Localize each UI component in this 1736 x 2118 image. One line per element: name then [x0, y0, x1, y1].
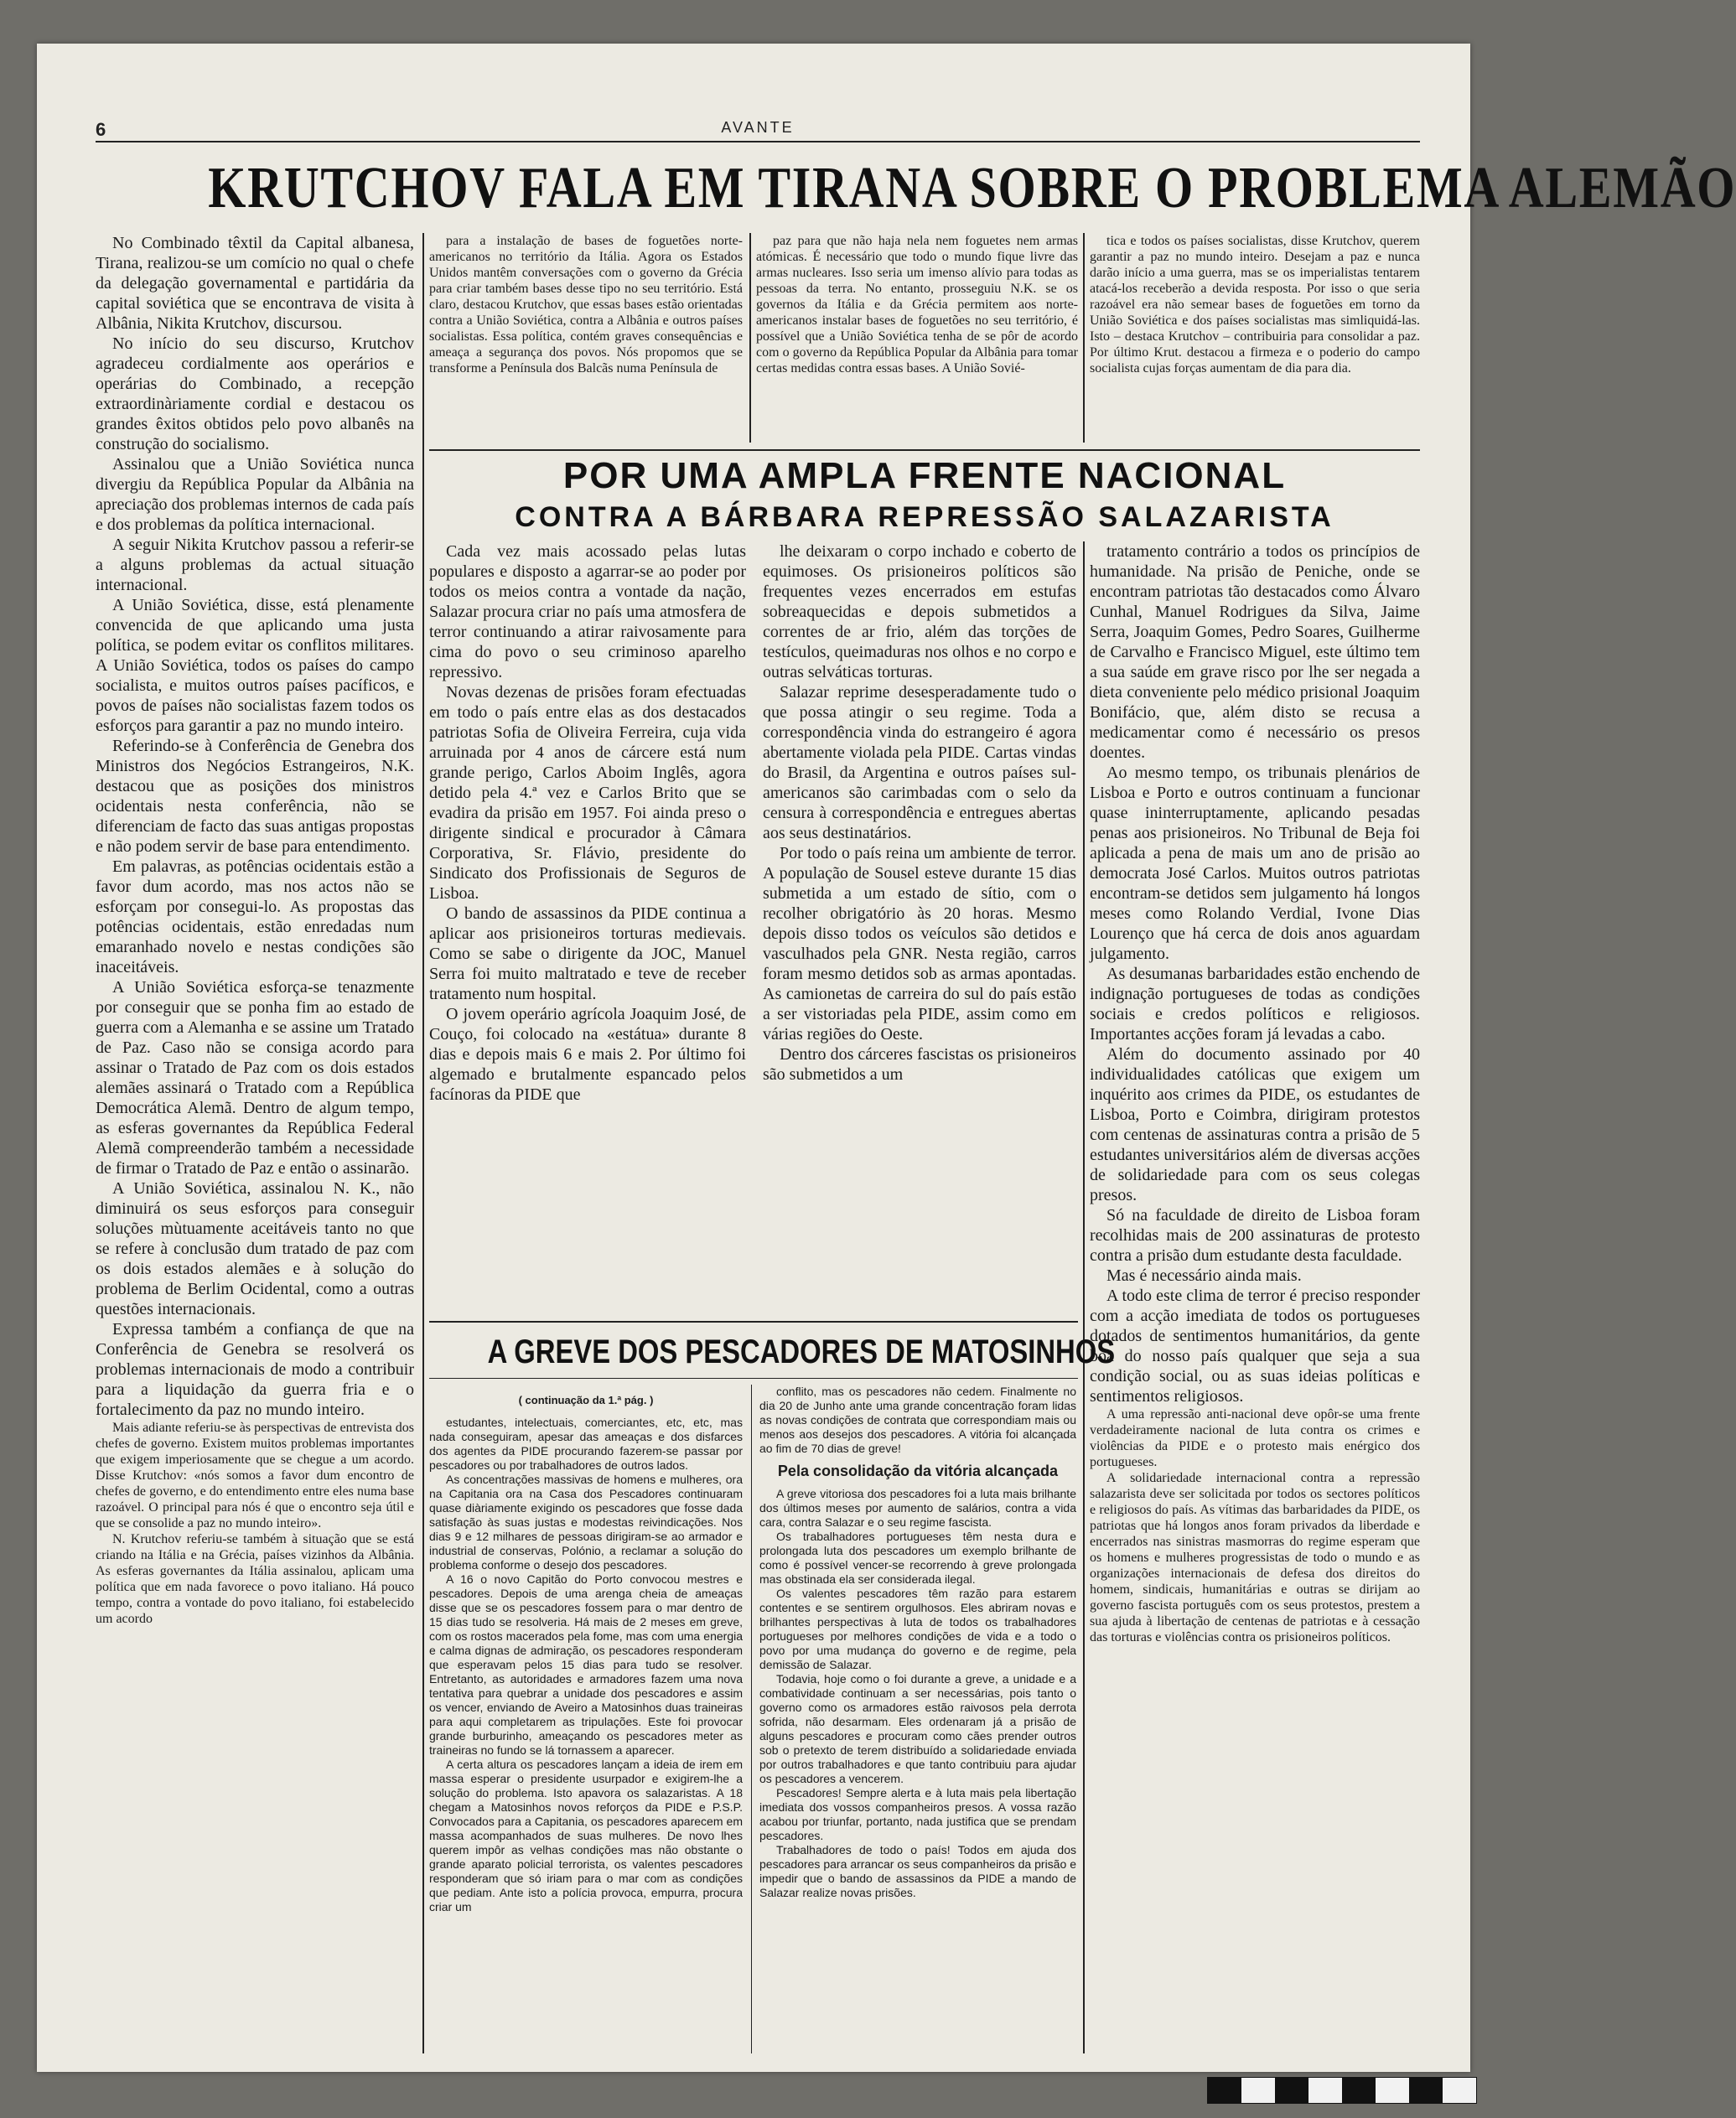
section-rule [429, 1321, 1078, 1323]
frente-paragraph: Além do documento assinado por 40 individualidades católicas que exigem um inquérito aos crimes da PIDE, os estudantes de Lisboa, Porto e Coimbra, dirigiram protestos com centenas de assinaturas contra a prisão de 5 estudantes universitários além de diversas acções de solidariedade para com os seus colegas presos. [1090, 1045, 1420, 1204]
greve-paragraph: Os trabalhadores portugueses têm nesta dura e prolongada luta dos pescadores um exemplo brilhante de como é possível vencer-se recorrendo à greve prolongada mas obstinada ela ser considerada ilegal. [759, 1530, 1076, 1586]
column-rule [1083, 233, 1085, 443]
frente-paragraph: Só na faculdade de direito de Lisboa foram recolhidas mais de 200 assinaturas de protesto contra a prisão dum estudante desta faculdade. [1090, 1206, 1420, 1265]
krutchov-column-4 [1090, 233, 1420, 443]
frente-paragraph: A solidariedade internacional contra a repressão salazarista deve ser solicitada por todos os sectores políticos e religiosos do país. As vítimas das barbaridades da PIDE, os patriotas que há longos anos foram privados da liberdade e encerrados nas sinistras masmorras do regime esperam que os homens e mulheres progressistas de todo o mundo e as organizações internacionais de defesa dos direitos do homem, sindicais, humanitárias e outras se dirijam ao governo fascista português com os seus protestos, prestem a sua ajuda à libertação de centenas de patriotas e à cessação das torturas e violências contra os prisioneiros políticos. [1090, 1471, 1420, 1644]
greve-paragraph: Pescadores! Sempre alerta e à luta mais pela libertação imediata dos vossos companheiros presos. A vossa razão acabou por triunfar, portanto, nada justifica que se prendam pescadores. [759, 1786, 1076, 1842]
frente-paragraph: A todo este clima de terror é preciso responder com a acção imediata de todos os portugueses dotados de sentimentos humanitários, da gente boa do nosso país qualquer que seja a sua condição social, ou as suas ideias políticas e sentimentos religiosos. [1090, 1287, 1420, 1406]
frente-paragraph: tratamento contrário a todos os princípios de humanidade. Na prisão de Peniche, onde se encontram patriotas tão destacados como Álvaro Cunhal, Manuel Rodrigues da Silva, Jaime Serra, Joaquim Gomes, Pedro Soares, Guilherme de Carvalho e Francisco Miguel, este último tem a sua saúde em grave risco por lhe ser negada a dieta conveniente pelo médico prisional Joaquim Bonifácio, que, além disto se recusa a medicamentar como é necessário os presos doentes. [1090, 542, 1420, 762]
newspaper-page [37, 44, 1736, 2072]
krutchov-column-2-text: para a instalação de bases de foguetões norte-americanos no território da Itália. Agora os Estados Unidos mantêm conversações com o governo da Grécia para criar também bases desse tipo no seu território. Está claro, destacou Krutchov, que essas bases estão orientadas contra a União Soviética, contra a Albânia e outros países socialistas. Essa política, contém graves consequências e ameaça a segurança dos povos. Nós propomos que se transforme a Península dos Balcãs numa Península de [429, 234, 743, 375]
krutchov-paragraph: Referindo-se à Conferência de Genebra dos Ministros dos Negócios Estrangeiros, N.K. destacou que as posições dos ministros ocidentais nesta conferência, não se diferenciam de facto das suas antigas propostas e não podem servir de base para entendimento. [96, 737, 414, 856]
frente-subtitle: CONTRA A BÁRBARA REPRESSÃO SALAZARISTA [515, 501, 1334, 533]
column-rule [751, 1385, 752, 2053]
krutchov-column-2 [429, 233, 743, 443]
krutchov-paragraph: No início do seu discurso, Krutchov agradeceu cordialmente aos operários e operárias do Combinado, a recepção extraordinàriamente cordial e destacou os grandes êxitos obtidos pelo povo albanês na construção do socialismo. [96, 334, 414, 453]
page-content [96, 117, 1736, 2053]
running-head [96, 117, 1420, 142]
frente-paragraph: Por todo o país reina um ambiente de terror. A população de Sousel esteve durante 15 dias submetida a um estado de sítio, com o recolher obrigatório às 20 horas. Mesmo depois disso todos os veículos são detidos e vasculhados pela GNR. Nesta região, carros foram mesmo detidos sob as armas apontadas. As camionetas de carreira do sul do país estão a ser vistoriadas pela PIDE, assim como em várias regiões do Oeste. [763, 844, 1076, 1043]
main-headline: KRUTCHOV FALA EM TIRANA SOBRE O PROBLEMA ALEMÃO [208, 156, 1736, 220]
frente-paragraph: O bando de assassinos da PIDE continua a aplicar aos prisioneiros torturas medievais. Como se sabe o dirigente da JOC, Manuel Serra foi muito maltratado e teve de receber tratamento num hospital. [429, 904, 746, 1003]
section-rule [429, 449, 1420, 451]
masthead: AVANTE [721, 119, 795, 136]
page-number: 6 [96, 119, 106, 140]
greve-column-1 [429, 1385, 743, 2053]
scale-ruler [1207, 2077, 1477, 2104]
frente-paragraph: Cada vez mais acossado pelas lutas populares e disposto a agarrar-se ao poder por todos os meios contra a vontade da nação, Salazar procura criar no país uma atmosfera de terror continuando a atirar raivosamente para cima do povo o seu criminoso aparelho repressivo. [429, 542, 746, 681]
frente-paragraph: O jovem operário agrícola Joaquim José, de Couço, foi colocado na «estátua» durante 8 dias e depois mais 6 e mais 2. Por último foi algemado e brutalmente espancado pelos facínoras da PIDE que [429, 1005, 746, 1104]
krutchov-column-3-text: paz para que não haja nela nem foguetes nem armas atómicas. É necessário que todo o mundo fique livre das armas nucleares. Isso seria um imenso alívio para todas as pessoas da terra. No entanto, prosseguiu N.K. se os governos da Itália e da Grécia permitem aos norte-americanos instalar bases de foguetões no seu território, é possível que a União Soviética tenha de se pôr de acordo com o governo da República Popular da Albânia para tomar certas medidas contra essas bases. A União Sovié- [756, 234, 1078, 375]
greve-paragraph: conflito, mas os pescadores não cedem. Finalmente no dia 20 de Junho ante uma grande concentração foram lidas as novas condições de contrata que correspondiam mais ou menos aos desejos dos pescadores. A vitória foi alcançada ao fim de 70 dias de greve! [759, 1385, 1076, 1455]
krutchov-paragraph: A seguir Nikita Krutchov passou a referir-se a alguns problemas da actual situação internacional. [96, 536, 414, 594]
krutchov-column-4-text: tica e todos os países socialistas, disse Krutchov, querem garantir a paz no mundo inteiro. Desejam a paz e nunca darão início a uma guerra, mas se os imperialistas tentarem atacá-los receberão a devida resposta. Por isso o que seria razoável era não semear bases de foguetões em torno da União Soviética e dos países socialistas mas simliquidá-las. Isto – destaca Krutchov – contribuiria para consolidar a paz. Por último Krut. destacou a firmeza e o poderio do campo socialista cujas forças aumentam de dia para dia. [1090, 234, 1420, 375]
frente-title: POR UMA AMPLA FRENTE NACIONAL [562, 455, 1287, 496]
frente-paragraph: Novas dezenas de prisões foram efectuadas em todo o país entre elas as dos destacados patriotas Sofia de Oliveira Ferreira, cuja vida arruinada por 4 anos de cárcere está num grande perigo, Carlos Aboim Inglês, agora detido pela 4.ª vez e Carlos Brito que se evadira da prisão em 1957. Foi ainda preso o dirigente sindical e procurador à Câmara Corporativa, Sr. Flávio, presidente do Sindicato dos Profissionais de Seguros de Lisboa. [429, 683, 746, 903]
column-rule [422, 233, 424, 2053]
frente-paragraph: Dentro dos cárceres fascistas os prisioneiros são submetidos a um [763, 1045, 1076, 1084]
krutchov-column-1 [96, 233, 414, 2053]
column-rule [749, 233, 751, 443]
greve-paragraph: A greve vitoriosa dos pescadores foi a luta mais brilhante dos últimos meses por aumento de salários, contra a vida cara, contra Salazar e o seu regime fascista. [759, 1487, 1076, 1529]
krutchov-small-text [96, 1420, 414, 1627]
frente-paragraph: A uma repressão anti-nacional deve opôr-se uma frente verdadeiramente nacional de luta contra os crimes e violências da PIDE e o protesto mais enérgico dos portugueses. [1090, 1407, 1420, 1469]
frente-column-3 [1090, 541, 1420, 2053]
frente-column-1 [429, 541, 746, 1313]
greve-paragraph: Os valentes pescadores têm razão para estarem contentes e se sentirem orgulhosos. Eles abriram novas e brilhantes perspectivas à luta de todos os trabalhadores portugueses por melhores condições de vida e a todo o povo por uma mudança do governo e de regime, pela demissão de Salazar. [759, 1587, 1076, 1671]
greve-paragraph: As concentrações massivas de homens e mulheres, ora na Capitania ora na Casa dos Pescadores continuaram quase diàriamente exigindo os pescadores que fosse dada satisfação às suas justas e modestas reivindicações. Nos dias 9 e 12 milhares de pessoas dirigiram-se ao armador e industrial de conservas, Polónio, a reclamar a solução do problema conforme o desejo dos pescadores. [429, 1473, 743, 1572]
krutchov-column-3 [756, 233, 1078, 443]
krutchov-paragraph: A União Soviética, disse, está plenamente convencida de que aplicando uma justa política, se podem evitar os conflitos militares. A União Soviética, todos os países do campo socialista, e muitos outros países pacíficos, e povos de países não socialistas fazem todos os esforços para garantir a paz no mundo inteiro. [96, 596, 414, 735]
krutchov-paragraph: Em palavras, as potências ocidentais estão a favor dum acordo, mas nos actos não se esforçam por consegui-lo. As propostas das potências ocidentais, estão enredadas num emaranhado novelo e nestas condições são inaceitáveis. [96, 857, 414, 976]
frente-paragraph: lhe deixaram o corpo inchado e coberto de equimoses. Os prisioneiros políticos são frequentes vezes encerrados em estufas sobreaquecidas e depois submetidos a correntes de ar frio, além das torções de testículos, queimaduras nos olhos e no corpo e outras selváticas torturas. [763, 542, 1076, 681]
frente-column-2 [763, 541, 1076, 1313]
frente-paragraph: Ao mesmo tempo, os tribunais plenários de Lisboa e Porto e outros continuam a funcionar quase ininterruptamente, aplicando pesadas penas aos prisioneiros. No Tribunal de Beja foi aplicada a pena de mais um ano de prisão ao democrata José Carlos. Muitos outros patriotas encontram-se detidos sem julgamento há longos meses como Rolando Verdial, Ivone Dias Lourenço que há cerca de dois anos aguardam julgamento. [1090, 764, 1420, 963]
frente-paragraph: As desumanas barbaridades estão enchendo de indignação portugueses de todas as condições sociais e credos políticos e religiosos. Importantes acções foram já levadas a cabo. [1090, 965, 1420, 1043]
greve-paragraph: A 16 o novo Capitão do Porto convocou mestres e pescadores. Depois de uma arenga cheia de ameaças disse que se os pescadores fossem para o mar dentro de 15 dias tudo se resolveria. Há mais de 2 meses em greve, com os rostos macerados pela fome, mas com uma energia e calma dignas de admiração, os pescadores responderam que esperavam pelos 15 dias para tudo se resolver. Entretanto, as autoridades e armadores fazem uma nova tentativa para quebrar a unidade dos pescadores e assim os vencer, enviando de Aveiro a Matosinhos duas traineiras para aqui completarem as tripulações. Este foi provocar grande burburinho, ameaçando os pescadores meter as traineiras no fundo se lá tornassem a aparecer. [429, 1572, 743, 1757]
krutchov-paragraph: Expressa também a confiança de que na Conferência de Genebra se resolverá os problemas internacionais de modo a contribuir para a liquidação da guerra fria e o fortalecimento da paz no mundo inteiro. [96, 1320, 414, 1419]
greve-paragraph: Todavia, hoje como o foi durante a greve, a unidade e a combatividade continuam a ser necessárias, pois tanto o governo como os armadores estão raivosos pela derrota sofrida, não desarmam. Eles ordenaram já a prisão de alguns pescadores e procuram como cães prender outros sob o pretexto de terem distribuído a solidariedade enviada por outros trabalhadores e que tanto contribuiu para ajudar os pescadores a vencerem. [759, 1672, 1076, 1785]
krutchov-paragraph: A União Soviética, assinalou N. K., não diminuirá os seus esforços para conseguir soluções mùtuamente aceitáveis tanto no que se refere à conclusão dum tratado de paz com os dois estados alemães e à solução do problema de Berlim Ocidental, como a outras questões internacionais. [96, 1179, 414, 1318]
greve-column-2 [759, 1385, 1076, 2053]
greve-subhead: Pela consolidação da vitória alcançada [777, 1463, 1059, 1479]
krutchov-paragraph: Mais adiante referiu-se às perspectivas de entrevista dos chefes de governo. Existem muitos problemas importantes que exigem imperiosamente que se chegue a um acordo. Disse Krutchov: «nós somos a favor dum encontro de chefes de governo, e do entendimento entre eles numa base razoável. O principal para nós é que o encontro seja útil e que se consolide a paz no mundo inteiro». [96, 1421, 414, 1530]
frente-paragraph: Salazar reprime desesperadamente tudo o que possa atingir o seu regime. Toda a correspondência vinda do estrangeiro é agora abertamente violada pela PIDE. Cartas vindas do Brasil, da Argentina e outros países sul-americanos são carimbadas com o selo da censura à correspondência e entregues abertas aos seus destinatários. [763, 683, 1076, 842]
continuation-note: ( continuação da 1.ª pág. ) [518, 1394, 654, 1406]
bleed-through-text [1422, 379, 1455, 1804]
krutchov-paragraph: No Combinado têxtil da Capital albanesa, Tirana, realizou-se um comício no qual o chefe da delegação governamental e partidária da capital soviética que se encontrava de visita à Albânia, Nikita Krutchov, discursou. [96, 234, 414, 333]
krutchov-paragraph: Assinalou que a União Soviética nunca divergiu da República Popular da Albânia na apreciação dos problemas internos de cada país e dos problemas da política internacional. [96, 455, 414, 534]
greve-paragraph: A certa altura os pescadores lançam a ideia de irem em massa esperar o presidente usurpador e exigirem-lhe a solução do problema. Isto apavora os salazaristas. A 18 chegam a Matosinhos novos reforços da PIDE e P.S.P. Convocados para a Capitania, os pescadores aparecem em massa acompanhados de suas mulheres. De novo lhes querem impôr as velhas condições mas não obstante o grande aparato policial terrorista, os valentes pescadores responderam que só iriam para o mar com as condições que pediam. Ante isto a polícia provoca, empurra, procura criar um [429, 1758, 743, 1913]
krutchov-paragraph: A União Soviética esforça-se tenazmente por conseguir que se ponha fim ao estado de guerra com a Alemanha e se assine um Tratado de Paz. Caso não se consiga acordo para assinar o Tratado de Paz com os dois estados alemães assinará o Tratado com a República Democrática Alemã. Dentro de algum tempo, as esferas governantes da República Federal Alemã compreenderão também a necessidade de firmar o Tratado de Paz e então o assinarão. [96, 978, 414, 1178]
krutchov-paragraph: N. Krutchov referiu-se também à situação que se está criando na Itália e na Grécia, países vizinhos da Albânia. As esferas governantes da Itália assinalou, aplicam uma política que em nada favorece o povo italiano. Há pouco tempo, contra a vontade do povo italiano, foi estabelecido um acordo [96, 1532, 414, 1626]
column-rule [1083, 541, 1085, 2053]
greve-paragraph: estudantes, intelectuais, comerciantes, etc, etc, mas nada conseguiram, apesar das ameaças e dos disfarces dos agentes da PIDE procurando fazerem-se passar por pescadores ou por trabalhadores de outros lados. [429, 1416, 743, 1472]
frente-paragraph: Mas é necessário ainda mais. [1106, 1266, 1302, 1285]
section-rule [429, 1378, 1078, 1379]
greve-title: A GREVE DOS PESCADORES DE MATOSINHOS [487, 1333, 1116, 1370]
greve-paragraph: Trabalhadores de todo o país! Todos em ajuda dos pescadores para arrancar os seus companheiros da prisão e impedir que o bando de assassinos da PIDE a mando de Salazar realize novas prisões. [759, 1843, 1076, 1899]
